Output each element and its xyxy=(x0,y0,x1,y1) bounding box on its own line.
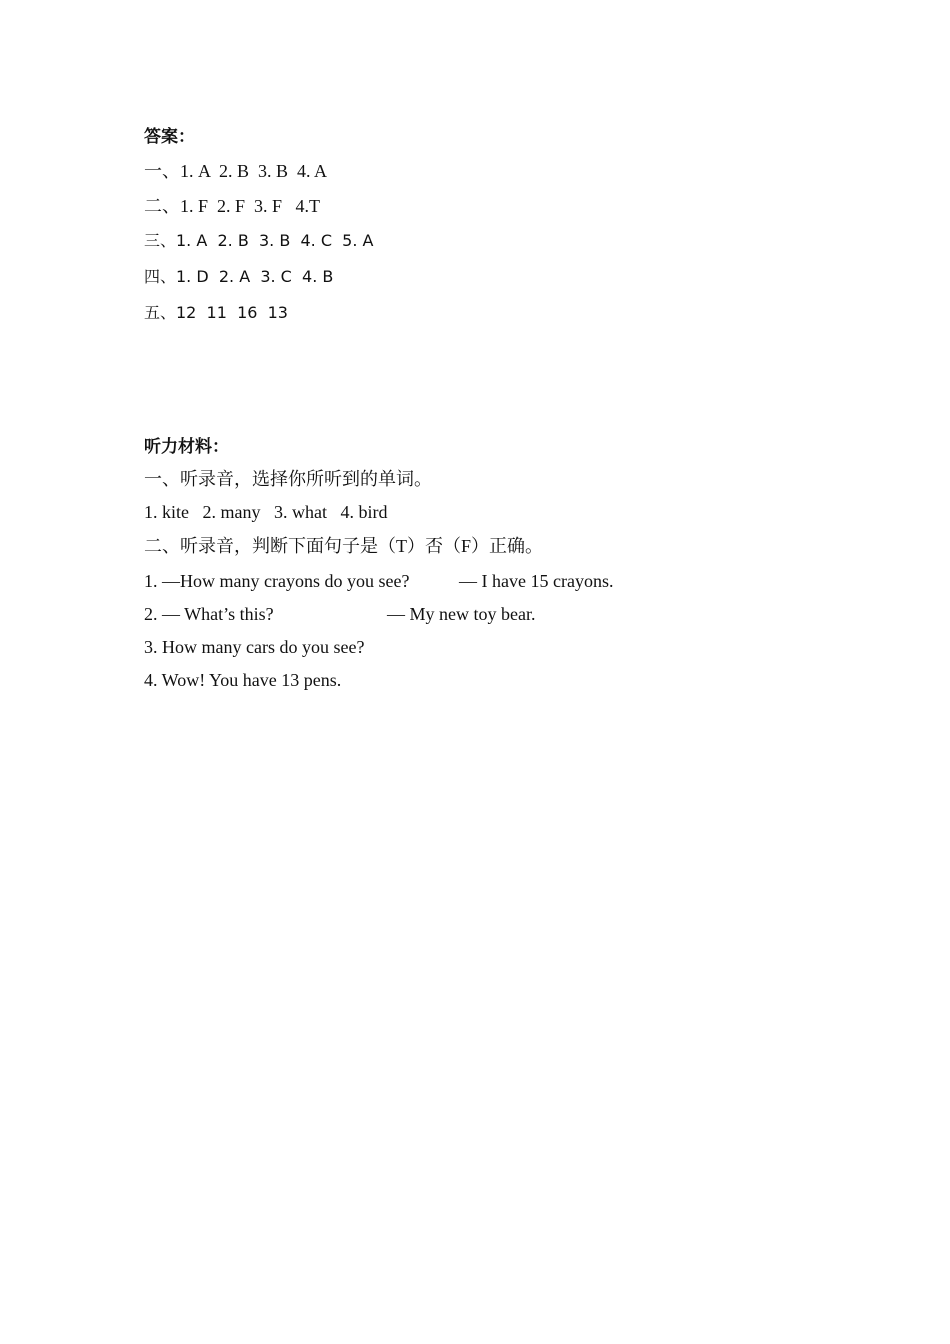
answer-line-3: 三、1. A 2. B 3. B 4. C 5. A xyxy=(144,231,374,250)
section2-response-1: — I have 15 crayons. xyxy=(459,571,614,591)
section2-question-2: 2. — What’s this? xyxy=(144,604,274,624)
listening-heading: 听力材料： xyxy=(144,437,229,457)
section2-response-2: — My new toy bear. xyxy=(387,604,536,624)
answer-line-1: 一、1. A 2. B 3. B 4. A xyxy=(144,161,328,181)
answer-line-2: 二、1. F 2. F 3. F 4.T xyxy=(144,196,321,216)
answers-heading: 答案： xyxy=(144,127,195,147)
section2-question-3: 3. How many cars do you see? xyxy=(144,637,365,657)
answer-line-5: 五、12 11 16 13 xyxy=(144,303,288,322)
section1-items: 1. kite 2. many 3. what 4. bird xyxy=(144,502,388,522)
section1-title: 一、听录音，选择你所听到的单词。 xyxy=(144,469,432,489)
section2-question-1: 1. —How many crayons do you see? xyxy=(144,571,410,591)
section2-title: 二、听录音，判断下面句子是（T）否（F）正确。 xyxy=(144,536,544,556)
section2-question-4: 4. Wow! You have 13 pens. xyxy=(144,670,342,690)
answer-line-4: 四、1. D 2. A 3. C 4. B xyxy=(144,267,334,286)
